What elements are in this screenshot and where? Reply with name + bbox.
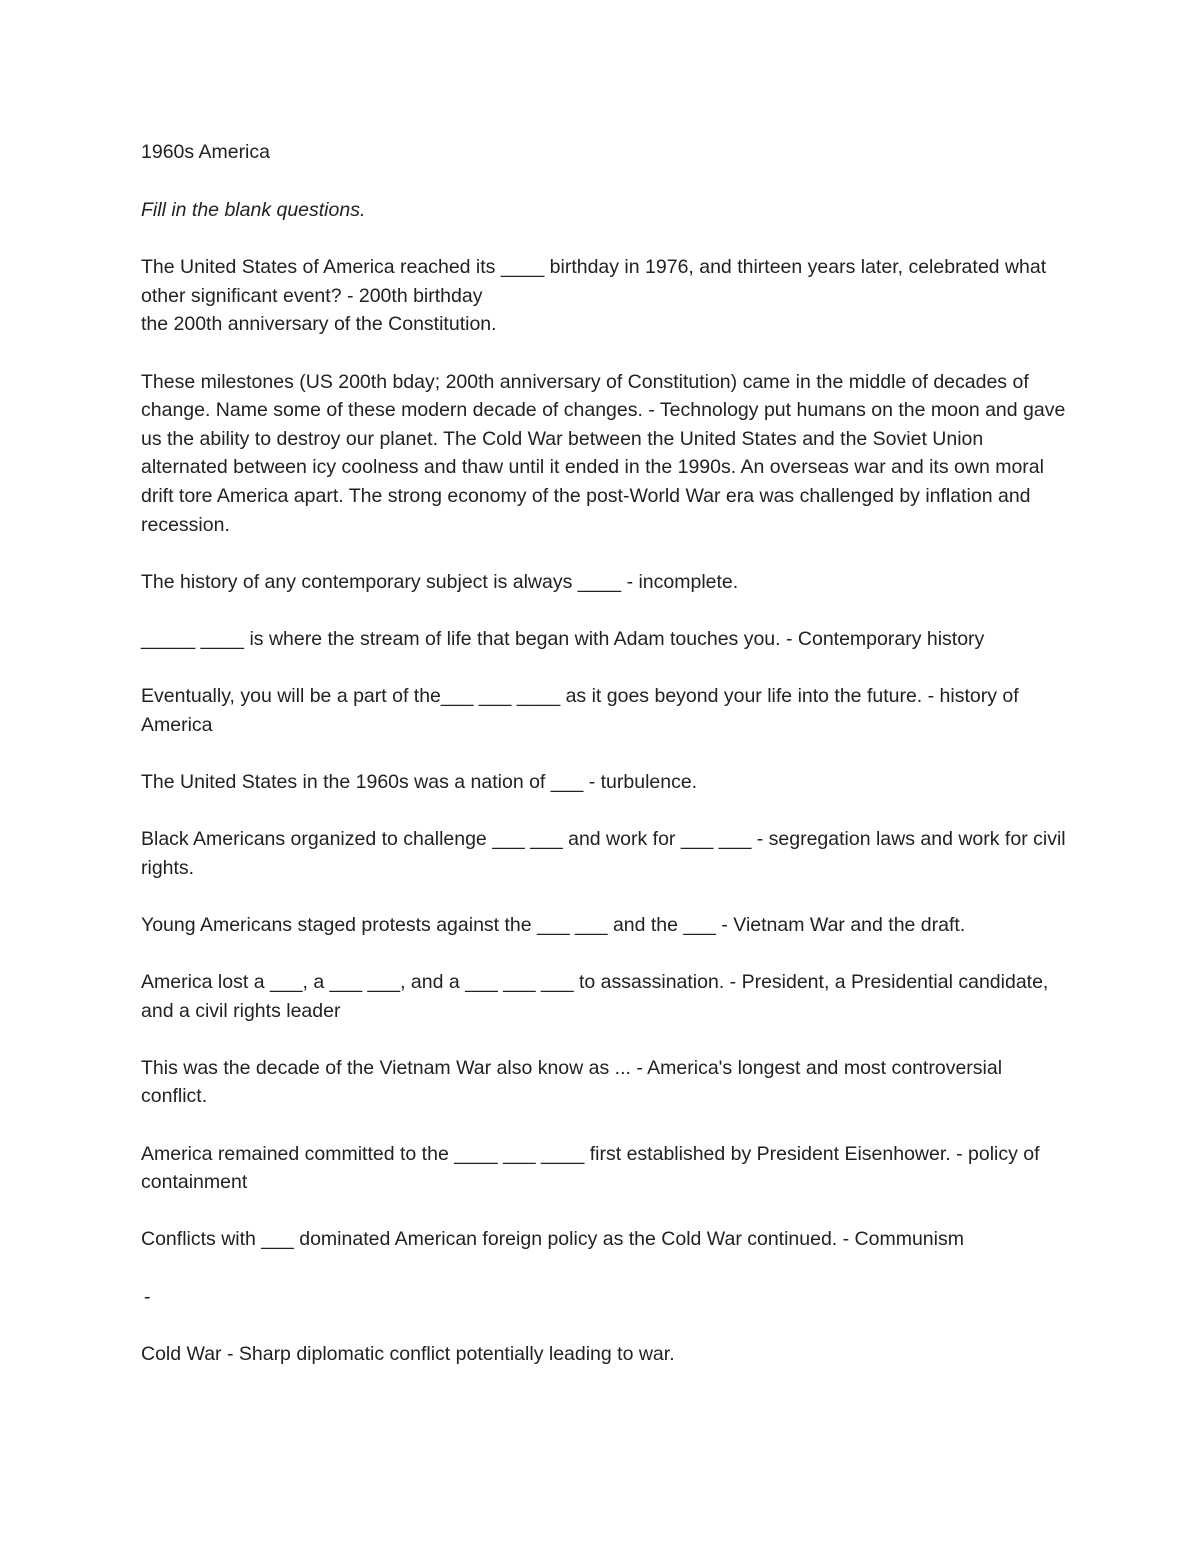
document-title: 1960s America [141, 141, 270, 163]
question-item-1: The United States of America reached its ____ birthday in 1976, and thirteen years later, celebrated what other significant event? - 200th birthday [141, 256, 1047, 307]
question-item-12: Conflicts with ___ dominated American foreign policy as the Cold War continued. - Communism [141, 1228, 964, 1251]
question-item-8: Young Americans staged protests against the ___ ___ and the ___ - Vietnam War and the draft. [141, 913, 966, 936]
question-item-5: Eventually, you will be a part of the___ ___ ____ as it goes beyond your life into the future. - history of America [141, 685, 1019, 736]
question-item-10: This was the decade of the Vietnam War also know as ... - America's longest and most controversial conflict. [141, 1056, 1003, 1108]
document-subtitle: Fill in the blank questions. [141, 198, 366, 221]
lone-dash: - [144, 1285, 151, 1308]
question-item-4: _____ ____ is where the stream of life that began with Adam touches you. - Contemporary history [141, 627, 985, 650]
question-item-11: America remained committed to the ____ ___ ____ first established by President Eisenhower. - policy of containment [141, 1142, 1040, 1194]
question-item-6: The United States in the 1960s was a nation of ___ - turbulence. [141, 770, 698, 793]
question-item-1-continuation: the 200th anniversary of the Constitution. [141, 313, 497, 336]
document-page [141, 138, 1071, 1368]
question-item-3: The history of any contemporary subject is always ____ - incomplete. [141, 570, 739, 593]
question-item-2: These milestones (US 200th bday; 200th anniversary of Constitution) came in the middle of decades of change. Name some of these modern decade of changes. - Technology put humans on the moon and gave us the ability to destroy our planet. The Cold War between the United States and the Soviet Union alternated between icy coolness and thaw until it ended in the 1990s. An overseas war and its own moral drift tore America apart. The strong economy of the post-World War era was challenged by inflation and recession. [141, 370, 1066, 536]
question-item-9: America lost a ___, a ___ ___, and a ___ ___ ___ to assassination. - President, a Presidential candidate, and a civil rights leader [141, 971, 1049, 1022]
question-item-7: Black Americans organized to challenge ___ ___ and work for ___ ___ - segregation laws and work for civil rights. [141, 828, 1066, 879]
question-item-final: Cold War - Sharp diplomatic conflict potentially leading to war. [141, 1342, 675, 1365]
